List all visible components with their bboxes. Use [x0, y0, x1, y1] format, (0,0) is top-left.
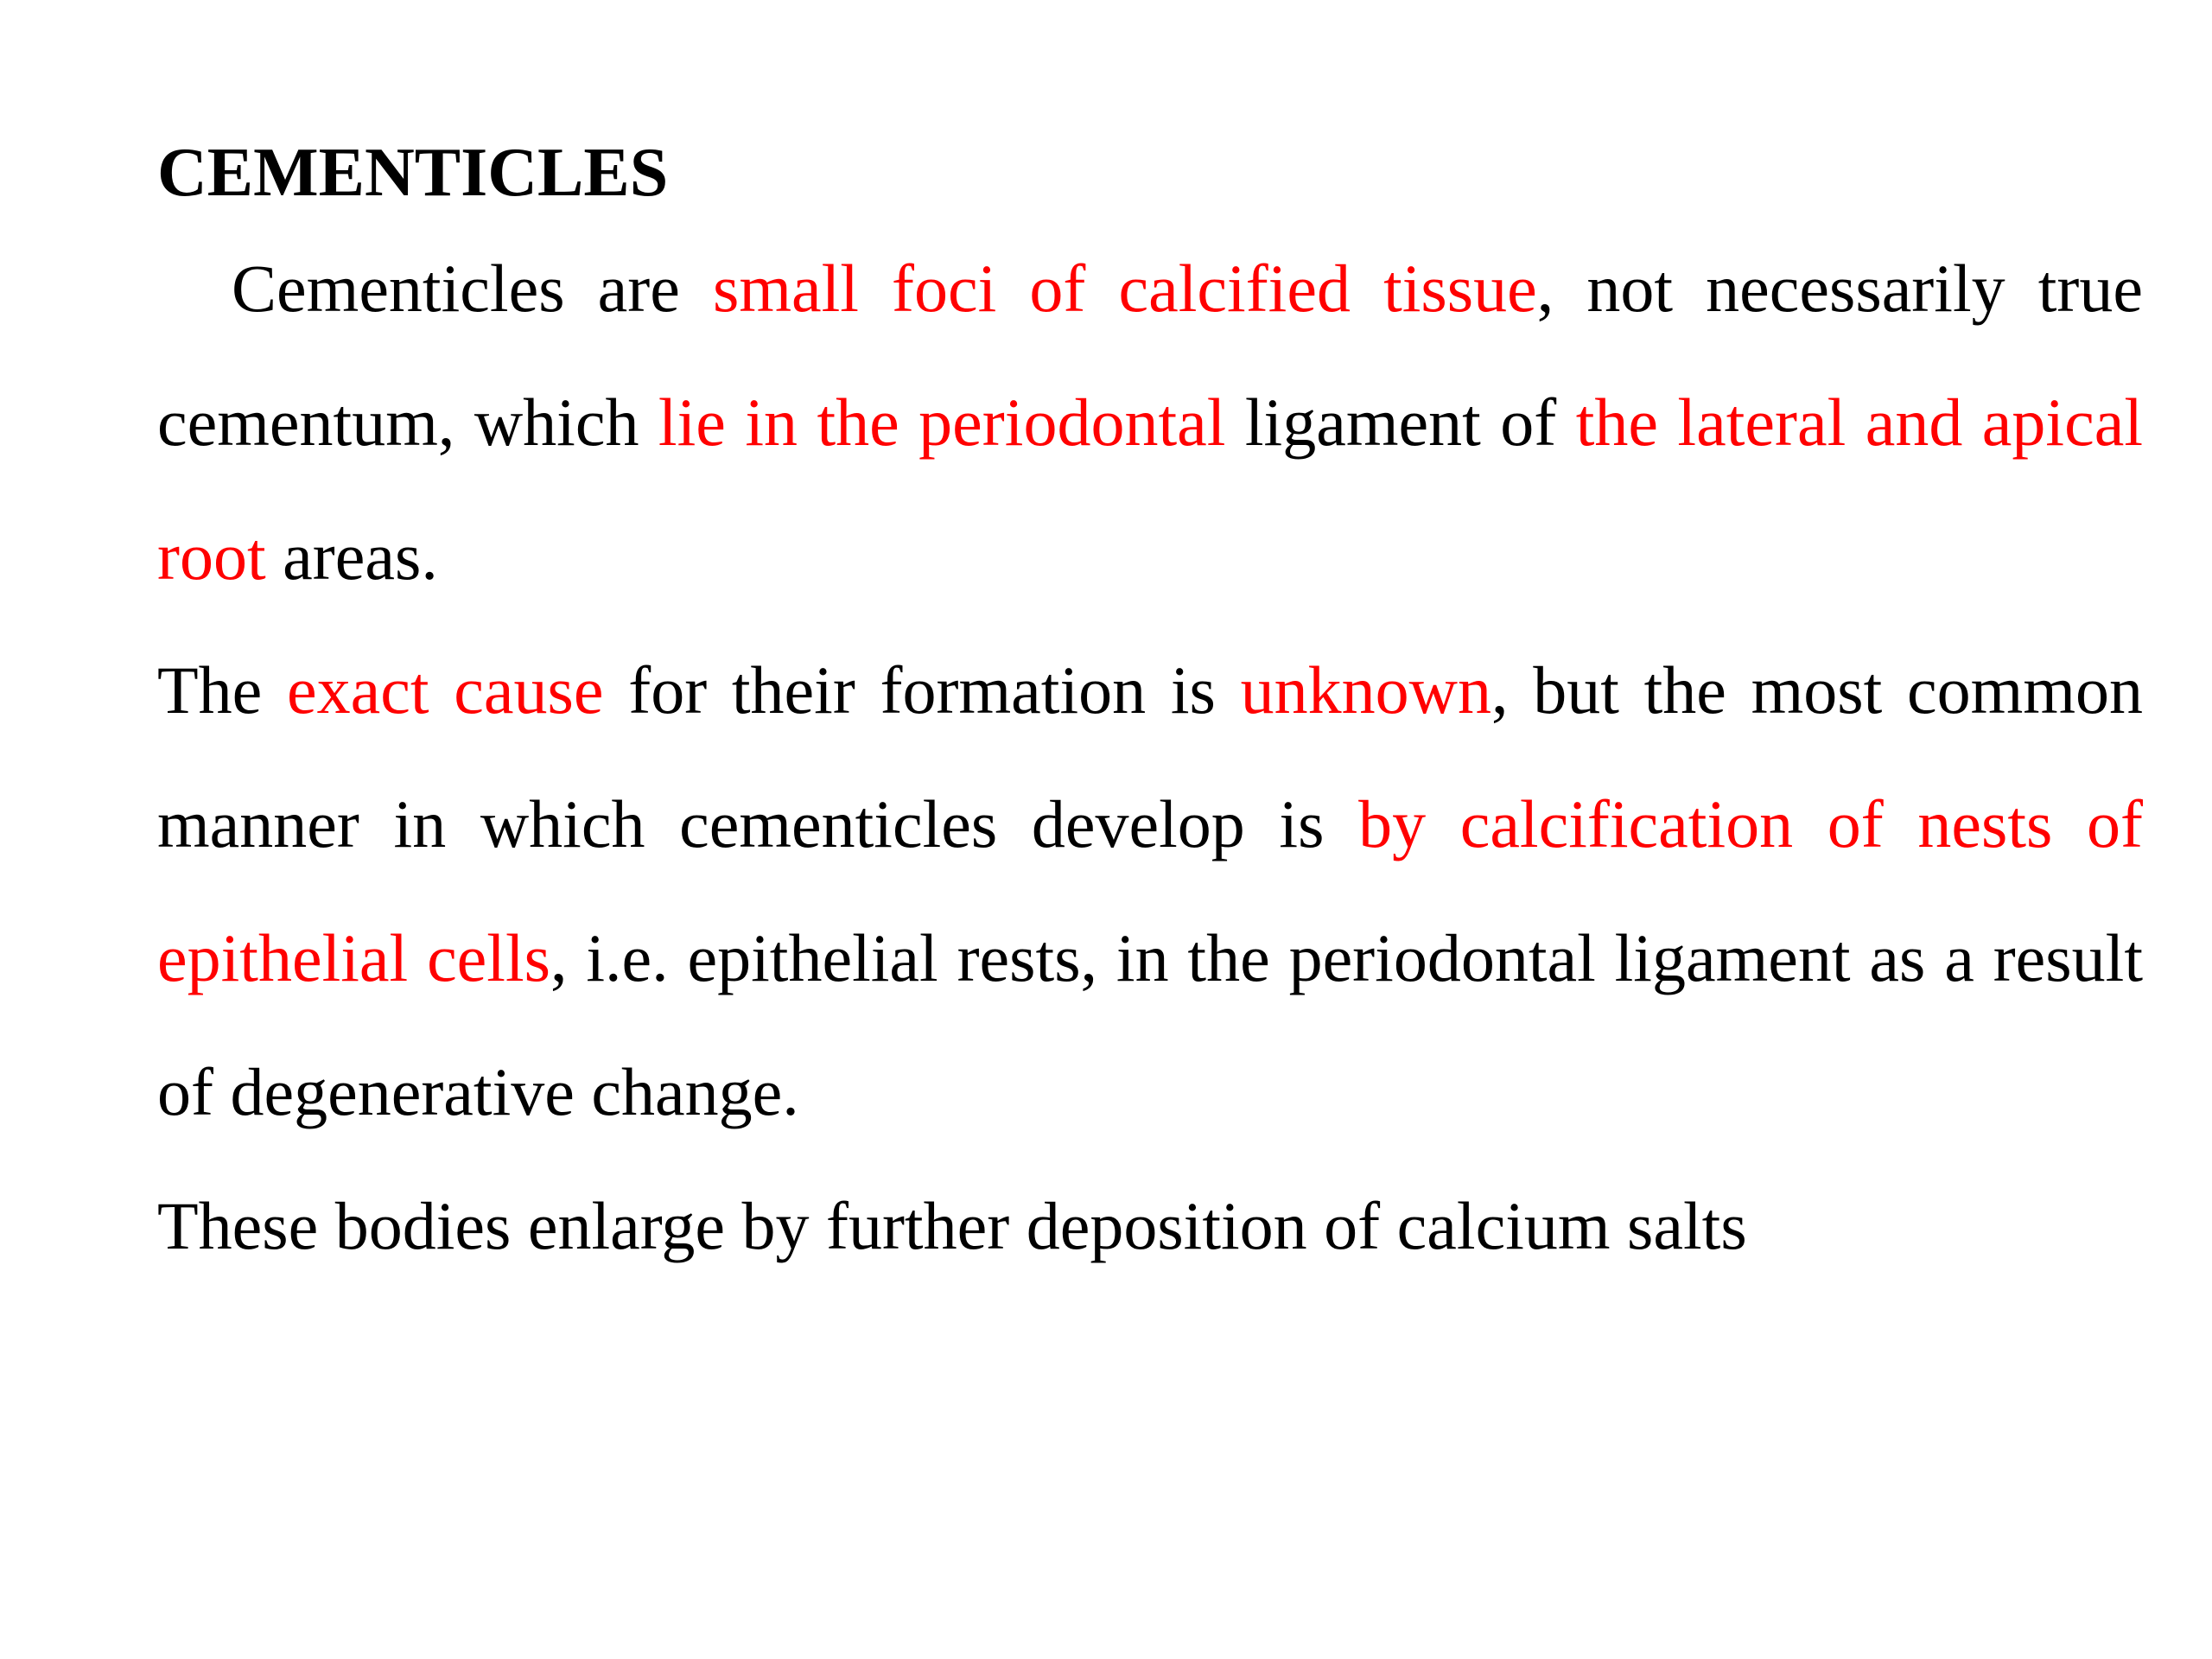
text-segment: areas.	[265, 518, 438, 594]
slide-title: CEMENTICLES	[157, 135, 669, 211]
highlighted-text: small foci of calcified tissue	[712, 251, 1537, 326]
highlighted-text: by calcification of nests of epithelial cells	[157, 786, 2143, 995]
paragraph-cause	[157, 623, 2143, 1159]
paragraph-definition	[157, 221, 2143, 623]
text-segment: for their formation is	[603, 652, 1241, 728]
highlighted-text: unknown	[1240, 652, 1491, 728]
text-segment: ligament of	[1225, 385, 1576, 460]
highlighted-text: lie in the periodontal	[658, 385, 1226, 460]
highlighted-text: the lateral and apical root	[157, 385, 2144, 594]
slide-content	[157, 130, 2143, 1293]
text-segment: , i.e. epithelial rests, in the periodontal ligament as a result of degenerative change.	[157, 920, 2144, 1129]
text-segment: These bodies enlarge by further deposition of calcium salts	[157, 1188, 1747, 1263]
text-segment: Cementicles are	[232, 251, 713, 326]
text-segment: , not necessarily true cementum, which	[157, 251, 2143, 460]
text-segment: , but the most common manner in which cementicles develop is	[157, 652, 2144, 861]
paragraph-growth	[157, 1159, 2143, 1293]
text-segment: The	[157, 652, 287, 728]
highlighted-text: exact cause	[287, 652, 604, 728]
